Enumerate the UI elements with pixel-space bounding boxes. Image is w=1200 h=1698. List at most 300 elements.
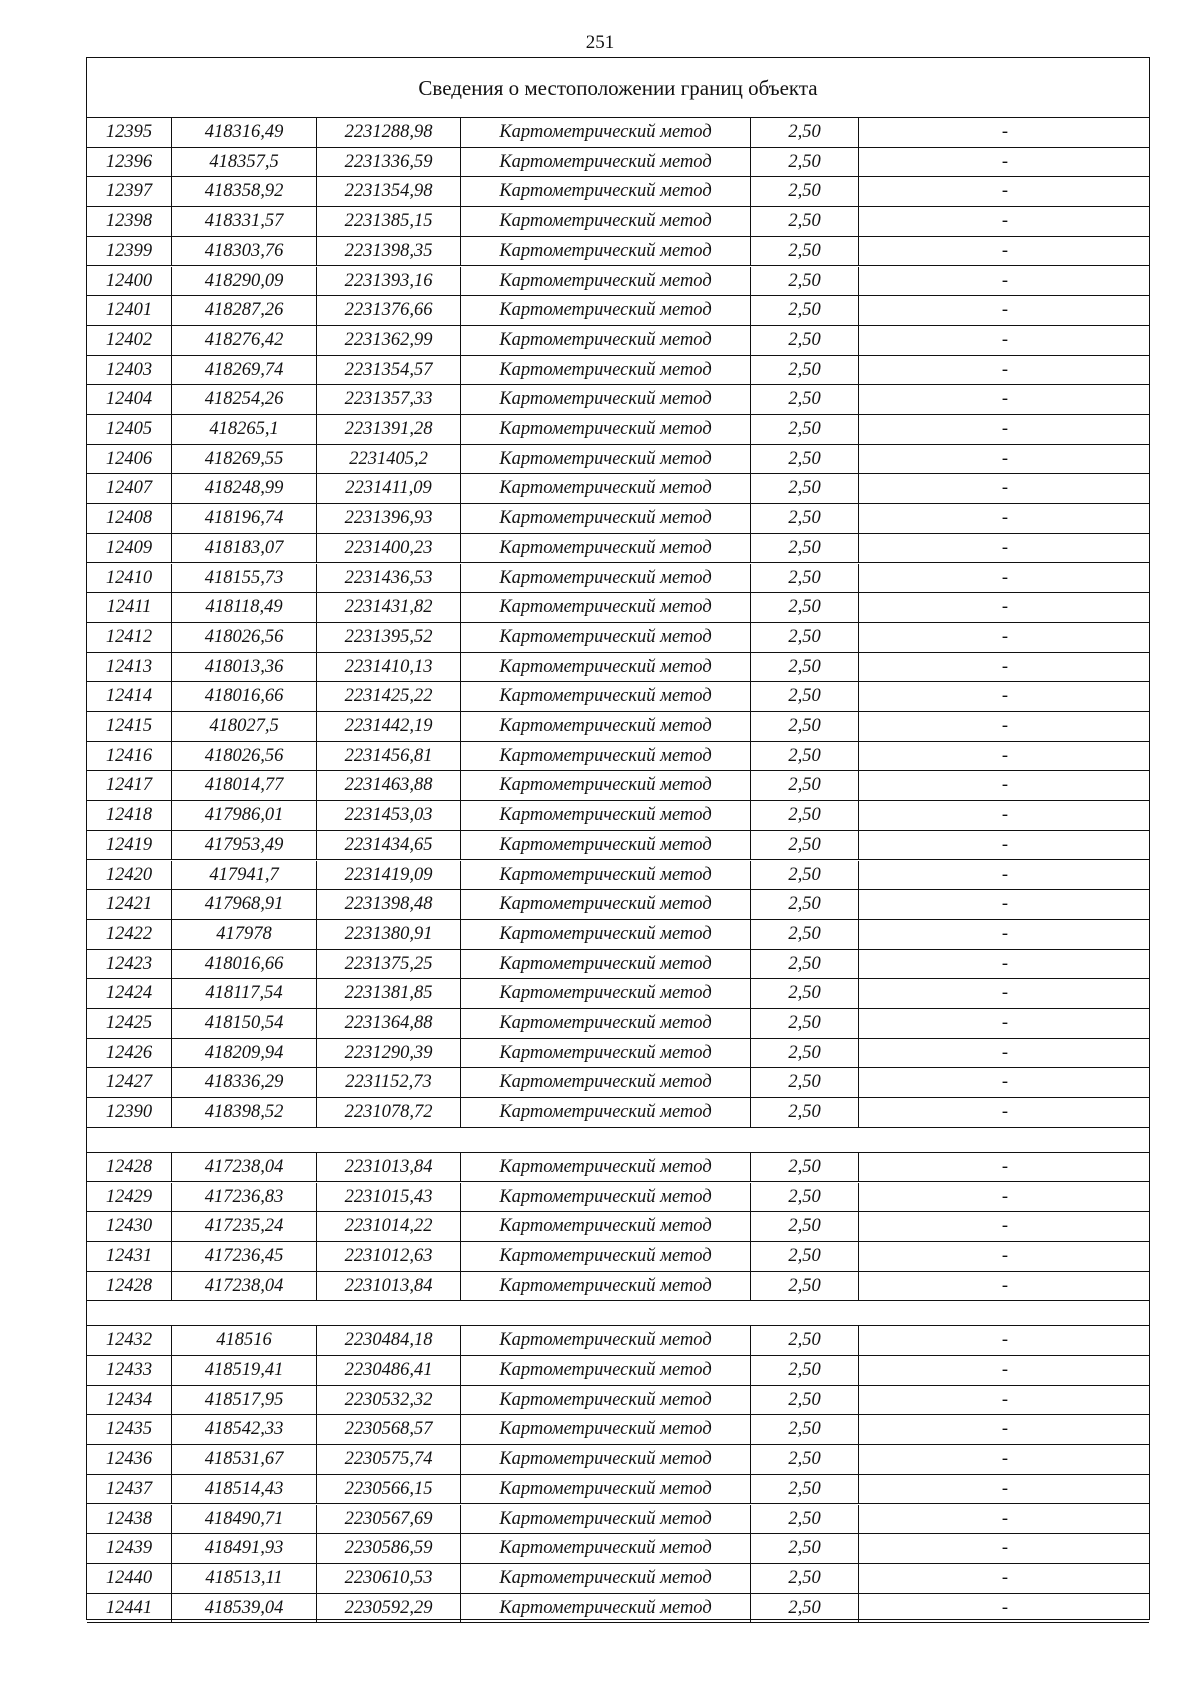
method-cell: Картометрический метод bbox=[461, 653, 751, 682]
y-coordinate-cell: 2231425,22 bbox=[317, 682, 461, 711]
x-coordinate-cell: 418542,33 bbox=[172, 1415, 317, 1444]
y-coordinate-cell: 2230486,41 bbox=[317, 1356, 461, 1385]
point-number-cell: 12431 bbox=[87, 1242, 172, 1271]
point-number-cell: 12420 bbox=[87, 861, 172, 890]
y-coordinate-cell: 2230610,53 bbox=[317, 1564, 461, 1593]
point-number-cell: 12423 bbox=[87, 950, 172, 979]
point-number-cell: 12433 bbox=[87, 1356, 172, 1385]
accuracy-cell: 2,50 bbox=[751, 920, 859, 949]
description-cell: - bbox=[1001, 1330, 1009, 1351]
table-row bbox=[87, 1356, 1149, 1386]
table-row bbox=[87, 1009, 1149, 1039]
x-coordinate-cell: 418519,41 bbox=[172, 1356, 317, 1385]
accuracy-cell: 2,50 bbox=[751, 1386, 859, 1415]
method-cell: Картометрический метод bbox=[461, 831, 751, 860]
page-number: 251 bbox=[585, 32, 615, 53]
method-cell: Картометрический метод bbox=[461, 920, 751, 949]
description-cell: - bbox=[1001, 1389, 1009, 1410]
accuracy-cell: 2,50 bbox=[751, 237, 859, 266]
method-cell: Картометрический метод bbox=[461, 1068, 751, 1097]
x-coordinate-cell: 418517,95 bbox=[172, 1386, 317, 1415]
x-coordinate-cell: 418269,55 bbox=[172, 445, 317, 474]
description-cell: - bbox=[1001, 240, 1009, 261]
x-coordinate-cell: 417236,83 bbox=[172, 1183, 317, 1212]
point-number-cell: 12419 bbox=[87, 831, 172, 860]
y-coordinate-cell: 2231354,98 bbox=[317, 177, 461, 206]
boundary-coordinates-table bbox=[86, 57, 1150, 1620]
y-coordinate-cell: 2231014,22 bbox=[317, 1212, 461, 1241]
method-cell: Картометрический метод bbox=[461, 771, 751, 800]
method-cell: Картометрический метод bbox=[461, 534, 751, 563]
point-number-cell: 12430 bbox=[87, 1212, 172, 1241]
x-coordinate-cell: 418287,26 bbox=[172, 296, 317, 325]
point-number-cell: 12417 bbox=[87, 771, 172, 800]
point-number-cell: 12421 bbox=[87, 890, 172, 919]
table-row bbox=[87, 623, 1149, 653]
accuracy-cell: 2,50 bbox=[751, 979, 859, 1008]
x-coordinate-cell: 418357,5 bbox=[172, 148, 317, 177]
y-coordinate-cell: 2231395,52 bbox=[317, 623, 461, 652]
y-coordinate-cell: 2231431,82 bbox=[317, 593, 461, 622]
description-cell: - bbox=[1001, 389, 1009, 410]
x-coordinate-cell: 418026,56 bbox=[172, 623, 317, 652]
y-coordinate-cell: 2230568,57 bbox=[317, 1415, 461, 1444]
method-cell: Картометрический метод bbox=[461, 950, 751, 979]
table-row bbox=[87, 1068, 1149, 1098]
point-number-cell: 12407 bbox=[87, 474, 172, 503]
point-number-cell: 12434 bbox=[87, 1386, 172, 1415]
x-coordinate-cell: 418514,43 bbox=[172, 1475, 317, 1504]
table-row bbox=[87, 890, 1149, 920]
table-row bbox=[87, 682, 1149, 712]
method-cell: Картометрический метод bbox=[461, 1039, 751, 1068]
table-row bbox=[87, 326, 1149, 356]
method-cell: Картометрический метод bbox=[461, 1183, 751, 1212]
point-number-cell: 12432 bbox=[87, 1326, 172, 1355]
accuracy-cell: 2,50 bbox=[751, 504, 859, 533]
point-number-cell: 12426 bbox=[87, 1039, 172, 1068]
y-coordinate-cell: 2230484,18 bbox=[317, 1326, 461, 1355]
table-row bbox=[87, 653, 1149, 683]
table-row bbox=[87, 148, 1149, 178]
description-cell: - bbox=[1001, 1538, 1009, 1559]
description-cell: - bbox=[1001, 1478, 1009, 1499]
method-cell: Картометрический метод bbox=[461, 890, 751, 919]
accuracy-cell: 2,50 bbox=[751, 1039, 859, 1068]
y-coordinate-cell: 2231078,72 bbox=[317, 1098, 461, 1127]
method-cell: Картометрический метод bbox=[461, 1153, 751, 1182]
table-row bbox=[87, 177, 1149, 207]
description-cell: - bbox=[1001, 448, 1009, 469]
accuracy-cell: 2,50 bbox=[751, 950, 859, 979]
x-coordinate-cell: 418026,56 bbox=[172, 742, 317, 771]
point-number-cell: 12437 bbox=[87, 1475, 172, 1504]
x-coordinate-cell: 418196,74 bbox=[172, 504, 317, 533]
y-coordinate-cell: 2231290,39 bbox=[317, 1039, 461, 1068]
x-coordinate-cell: 418491,93 bbox=[172, 1534, 317, 1563]
point-number-cell: 12427 bbox=[87, 1068, 172, 1097]
description-cell: - bbox=[1001, 419, 1009, 439]
table-row bbox=[87, 1039, 1149, 1069]
point-number-cell: 12412 bbox=[87, 623, 172, 652]
method-cell: Картометрический метод bbox=[461, 564, 751, 593]
table-row bbox=[87, 385, 1149, 415]
method-cell: Картометрический метод bbox=[461, 1242, 751, 1271]
x-coordinate-cell: 418490,71 bbox=[172, 1505, 317, 1534]
method-cell: Картометрический метод bbox=[461, 267, 751, 296]
y-coordinate-cell: 2230575,74 bbox=[317, 1445, 461, 1474]
x-coordinate-cell: 418118,49 bbox=[172, 593, 317, 622]
accuracy-cell: 2,50 bbox=[751, 564, 859, 593]
description-cell: - bbox=[1001, 1216, 1009, 1237]
accuracy-cell: 2,50 bbox=[751, 1153, 859, 1182]
y-coordinate-cell: 2231436,53 bbox=[317, 564, 461, 593]
x-coordinate-cell: 418398,52 bbox=[172, 1098, 317, 1127]
description-cell: - bbox=[1001, 1449, 1009, 1470]
x-coordinate-cell: 417953,49 bbox=[172, 831, 317, 860]
y-coordinate-cell: 2231364,88 bbox=[317, 1009, 461, 1038]
accuracy-cell: 2,50 bbox=[751, 771, 859, 800]
table-row bbox=[87, 1212, 1149, 1242]
description-cell: - bbox=[1001, 894, 1009, 915]
y-coordinate-cell: 2231013,84 bbox=[317, 1272, 461, 1301]
accuracy-cell: 2,50 bbox=[751, 1068, 859, 1097]
method-cell: Картометрический метод bbox=[461, 415, 751, 444]
accuracy-cell: 2,50 bbox=[751, 385, 859, 414]
accuracy-cell: 2,50 bbox=[751, 1564, 859, 1593]
description-cell: - bbox=[1001, 864, 1009, 885]
accuracy-cell: 2,50 bbox=[751, 356, 859, 385]
accuracy-cell: 2,50 bbox=[751, 118, 859, 147]
method-cell: Картометрический метод bbox=[461, 1272, 751, 1301]
table-row bbox=[87, 979, 1149, 1009]
y-coordinate-cell: 2230592,29 bbox=[317, 1594, 461, 1623]
method-cell: Картометрический метод bbox=[461, 623, 751, 652]
table-row bbox=[87, 1415, 1149, 1445]
accuracy-cell: 2,50 bbox=[751, 712, 859, 741]
x-coordinate-cell: 418303,76 bbox=[172, 237, 317, 266]
group-separator-row bbox=[87, 1128, 1149, 1153]
point-number-cell: 12399 bbox=[87, 237, 172, 266]
x-coordinate-cell: 418358,92 bbox=[172, 177, 317, 206]
accuracy-cell: 2,50 bbox=[751, 415, 859, 444]
accuracy-cell: 2,50 bbox=[751, 1534, 859, 1563]
accuracy-cell: 2,50 bbox=[751, 1445, 859, 1474]
accuracy-cell: 2,50 bbox=[751, 593, 859, 622]
x-coordinate-cell: 418248,99 bbox=[172, 474, 317, 503]
x-coordinate-cell: 418209,94 bbox=[172, 1039, 317, 1068]
point-number-cell: 12397 bbox=[87, 177, 172, 206]
y-coordinate-cell: 2231411,09 bbox=[317, 474, 461, 503]
description-cell: - bbox=[1001, 300, 1009, 321]
method-cell: Картометрический метод bbox=[461, 296, 751, 325]
description-cell: - bbox=[1001, 478, 1009, 499]
accuracy-cell: 2,50 bbox=[751, 1475, 859, 1504]
method-cell: Картометрический метод bbox=[461, 1534, 751, 1563]
accuracy-cell: 2,50 bbox=[751, 1098, 859, 1127]
point-number-cell: 12408 bbox=[87, 504, 172, 533]
description-cell: - bbox=[1001, 181, 1009, 202]
y-coordinate-cell: 2231012,63 bbox=[317, 1242, 461, 1271]
y-coordinate-cell: 2231410,13 bbox=[317, 653, 461, 682]
method-cell: Картометрический метод bbox=[461, 1415, 751, 1444]
accuracy-cell: 2,50 bbox=[751, 682, 859, 711]
x-coordinate-cell: 418014,77 bbox=[172, 771, 317, 800]
y-coordinate-cell: 2230567,69 bbox=[317, 1505, 461, 1534]
y-coordinate-cell: 2231381,85 bbox=[317, 979, 461, 1008]
accuracy-cell: 2,50 bbox=[751, 1212, 859, 1241]
table-row bbox=[87, 564, 1149, 594]
table-row bbox=[87, 118, 1149, 148]
point-number-cell: 12428 bbox=[87, 1153, 172, 1182]
point-number-cell: 12440 bbox=[87, 1564, 172, 1593]
point-number-cell: 12396 bbox=[87, 148, 172, 177]
description-cell: - bbox=[1001, 567, 1009, 588]
accuracy-cell: 2,50 bbox=[751, 623, 859, 652]
x-coordinate-cell: 418316,49 bbox=[172, 118, 317, 147]
method-cell: Картометрический метод bbox=[461, 118, 751, 147]
description-cell: - bbox=[1001, 151, 1009, 172]
y-coordinate-cell: 2231152,73 bbox=[317, 1068, 461, 1097]
description-cell: - bbox=[1001, 270, 1009, 291]
x-coordinate-cell: 418117,54 bbox=[172, 979, 317, 1008]
accuracy-cell: 2,50 bbox=[751, 890, 859, 919]
point-number-cell: 12414 bbox=[87, 682, 172, 711]
x-coordinate-cell: 417968,91 bbox=[172, 890, 317, 919]
description-cell: - bbox=[1001, 1013, 1009, 1033]
table-row bbox=[87, 1445, 1149, 1475]
accuracy-cell: 2,50 bbox=[751, 1242, 859, 1271]
description-cell: - bbox=[1001, 1072, 1009, 1093]
table-row bbox=[87, 1183, 1149, 1213]
description-cell: - bbox=[1001, 923, 1009, 944]
y-coordinate-cell: 2231357,33 bbox=[317, 385, 461, 414]
point-number-cell: 12424 bbox=[87, 979, 172, 1008]
accuracy-cell: 2,50 bbox=[751, 1415, 859, 1444]
description-cell: - bbox=[1001, 1567, 1009, 1588]
x-coordinate-cell: 418155,73 bbox=[172, 564, 317, 593]
y-coordinate-cell: 2231419,09 bbox=[317, 861, 461, 890]
x-coordinate-cell: 417941,7 bbox=[172, 861, 317, 890]
description-cell: - bbox=[1001, 1360, 1009, 1380]
method-cell: Картометрический метод bbox=[461, 1475, 751, 1504]
point-number-cell: 12441 bbox=[87, 1594, 172, 1623]
accuracy-cell: 2,50 bbox=[751, 1009, 859, 1038]
table-row bbox=[87, 267, 1149, 297]
x-coordinate-cell: 417238,04 bbox=[172, 1272, 317, 1301]
table-row bbox=[87, 296, 1149, 326]
point-number-cell: 12390 bbox=[87, 1098, 172, 1127]
x-coordinate-cell: 418183,07 bbox=[172, 534, 317, 563]
description-cell: - bbox=[1001, 1419, 1009, 1440]
x-coordinate-cell: 417986,01 bbox=[172, 801, 317, 830]
accuracy-cell: 2,50 bbox=[751, 474, 859, 503]
y-coordinate-cell: 2231453,03 bbox=[317, 801, 461, 830]
y-coordinate-cell: 2231376,66 bbox=[317, 296, 461, 325]
table-row bbox=[87, 1098, 1149, 1128]
point-number-cell: 12402 bbox=[87, 326, 172, 355]
x-coordinate-cell: 418016,66 bbox=[172, 682, 317, 711]
method-cell: Картометрический метод bbox=[461, 1009, 751, 1038]
y-coordinate-cell: 2231405,2 bbox=[317, 445, 461, 474]
description-cell: - bbox=[1001, 775, 1009, 796]
point-number-cell: 12410 bbox=[87, 564, 172, 593]
table-row bbox=[87, 593, 1149, 623]
point-number-cell: 12395 bbox=[87, 118, 172, 147]
accuracy-cell: 2,50 bbox=[751, 534, 859, 563]
accuracy-cell: 2,50 bbox=[751, 177, 859, 206]
point-number-cell: 12401 bbox=[87, 296, 172, 325]
table-row bbox=[87, 207, 1149, 237]
point-number-cell: 12439 bbox=[87, 1534, 172, 1563]
x-coordinate-cell: 418027,5 bbox=[172, 712, 317, 741]
accuracy-cell: 2,50 bbox=[751, 653, 859, 682]
description-cell: - bbox=[1001, 1597, 1009, 1618]
x-coordinate-cell: 418516 bbox=[172, 1326, 317, 1355]
description-cell: - bbox=[1001, 953, 1009, 974]
method-cell: Картометрический метод bbox=[461, 861, 751, 890]
x-coordinate-cell: 418254,26 bbox=[172, 385, 317, 414]
point-number-cell: 12411 bbox=[87, 593, 172, 622]
table-row bbox=[87, 1386, 1149, 1416]
description-cell: - bbox=[1001, 805, 1009, 826]
y-coordinate-cell: 2231396,93 bbox=[317, 504, 461, 533]
method-cell: Картометрический метод bbox=[461, 237, 751, 266]
method-cell: Картометрический метод bbox=[461, 1594, 751, 1623]
description-cell: - bbox=[1001, 1186, 1009, 1207]
table-row bbox=[87, 1534, 1149, 1564]
method-cell: Картометрический метод bbox=[461, 177, 751, 206]
y-coordinate-cell: 2230532,32 bbox=[317, 1386, 461, 1415]
accuracy-cell: 2,50 bbox=[751, 207, 859, 236]
x-coordinate-cell: 418531,67 bbox=[172, 1445, 317, 1474]
y-coordinate-cell: 2231013,84 bbox=[317, 1153, 461, 1182]
point-number-cell: 12403 bbox=[87, 356, 172, 385]
accuracy-cell: 2,50 bbox=[751, 1594, 859, 1623]
x-coordinate-cell: 418336,29 bbox=[172, 1068, 317, 1097]
method-cell: Картометрический метод bbox=[461, 207, 751, 236]
point-number-cell: 12422 bbox=[87, 920, 172, 949]
x-coordinate-cell: 417978 bbox=[172, 920, 317, 949]
section-title: Сведения о местоположении границ объекта bbox=[87, 58, 1149, 118]
table-row bbox=[87, 920, 1149, 950]
table-row bbox=[87, 950, 1149, 980]
x-coordinate-cell: 418539,04 bbox=[172, 1594, 317, 1623]
accuracy-cell: 2,50 bbox=[751, 326, 859, 355]
method-cell: Картометрический метод bbox=[461, 148, 751, 177]
accuracy-cell: 2,50 bbox=[751, 861, 859, 890]
table-row bbox=[87, 1475, 1149, 1505]
point-number-cell: 12400 bbox=[87, 267, 172, 296]
y-coordinate-cell: 2231398,35 bbox=[317, 237, 461, 266]
method-cell: Картометрический метод bbox=[461, 742, 751, 771]
x-coordinate-cell: 418016,66 bbox=[172, 950, 317, 979]
point-number-cell: 12405 bbox=[87, 415, 172, 444]
accuracy-cell: 2,50 bbox=[751, 1505, 859, 1534]
x-coordinate-cell: 418290,09 bbox=[172, 267, 317, 296]
y-coordinate-cell: 2231015,43 bbox=[317, 1183, 461, 1212]
accuracy-cell: 2,50 bbox=[751, 1272, 859, 1301]
accuracy-cell: 2,50 bbox=[751, 296, 859, 325]
table-row bbox=[87, 801, 1149, 831]
method-cell: Картометрический метод bbox=[461, 1386, 751, 1415]
method-cell: Картометрический метод bbox=[461, 474, 751, 503]
method-cell: Картометрический метод bbox=[461, 326, 751, 355]
x-coordinate-cell: 418276,42 bbox=[172, 326, 317, 355]
point-number-cell: 12436 bbox=[87, 1445, 172, 1474]
x-coordinate-cell: 418513,11 bbox=[172, 1564, 317, 1593]
table-row bbox=[87, 831, 1149, 861]
y-coordinate-cell: 2231362,99 bbox=[317, 326, 461, 355]
method-cell: Картометрический метод bbox=[461, 445, 751, 474]
y-coordinate-cell: 2231336,59 bbox=[317, 148, 461, 177]
accuracy-cell: 2,50 bbox=[751, 1326, 859, 1355]
point-number-cell: 12416 bbox=[87, 742, 172, 771]
y-coordinate-cell: 2231463,88 bbox=[317, 771, 461, 800]
table-row bbox=[87, 1272, 1149, 1302]
table-row bbox=[87, 356, 1149, 386]
y-coordinate-cell: 2231456,81 bbox=[317, 742, 461, 771]
x-coordinate-cell: 417235,24 bbox=[172, 1212, 317, 1241]
description-cell: - bbox=[1001, 716, 1009, 736]
table-row bbox=[87, 415, 1149, 445]
description-cell: - bbox=[1001, 834, 1009, 855]
x-coordinate-cell: 418269,74 bbox=[172, 356, 317, 385]
table-row bbox=[87, 445, 1149, 475]
table-row bbox=[87, 474, 1149, 504]
table-row bbox=[87, 861, 1149, 891]
description-cell: - bbox=[1001, 537, 1009, 558]
y-coordinate-cell: 2230566,15 bbox=[317, 1475, 461, 1504]
table-row bbox=[87, 504, 1149, 534]
description-cell: - bbox=[1001, 656, 1009, 677]
accuracy-cell: 2,50 bbox=[751, 801, 859, 830]
method-cell: Картометрический метод bbox=[461, 801, 751, 830]
description-cell: - bbox=[1001, 1245, 1009, 1266]
method-cell: Картометрический метод bbox=[461, 1098, 751, 1127]
method-cell: Картометрический метод bbox=[461, 504, 751, 533]
description-cell: - bbox=[1001, 329, 1009, 350]
x-coordinate-cell: 417238,04 bbox=[172, 1153, 317, 1182]
method-cell: Картометрический метод bbox=[461, 682, 751, 711]
method-cell: Картометрический метод bbox=[461, 1445, 751, 1474]
point-number-cell: 12413 bbox=[87, 653, 172, 682]
point-number-cell: 12398 bbox=[87, 207, 172, 236]
method-cell: Картометрический метод bbox=[461, 1505, 751, 1534]
table-row bbox=[87, 534, 1149, 564]
method-cell: Картометрический метод bbox=[461, 979, 751, 1008]
y-coordinate-cell: 2231391,28 bbox=[317, 415, 461, 444]
y-coordinate-cell: 2231400,23 bbox=[317, 534, 461, 563]
description-cell: - bbox=[1001, 1042, 1009, 1063]
y-coordinate-cell: 2231442,19 bbox=[317, 712, 461, 741]
point-number-cell: 12435 bbox=[87, 1415, 172, 1444]
point-number-cell: 12438 bbox=[87, 1505, 172, 1534]
accuracy-cell: 2,50 bbox=[751, 445, 859, 474]
group-separator-row bbox=[87, 1301, 1149, 1326]
description-cell: - bbox=[1001, 359, 1009, 380]
y-coordinate-cell: 2231354,57 bbox=[317, 356, 461, 385]
point-number-cell: 12418 bbox=[87, 801, 172, 830]
description-cell: - bbox=[1001, 1275, 1009, 1296]
table-row bbox=[87, 1242, 1149, 1272]
y-coordinate-cell: 2231434,65 bbox=[317, 831, 461, 860]
point-number-cell: 12409 bbox=[87, 534, 172, 563]
table-row bbox=[87, 742, 1149, 772]
method-cell: Картометрический метод bbox=[461, 385, 751, 414]
x-coordinate-cell: 418013,36 bbox=[172, 653, 317, 682]
description-cell: - bbox=[1001, 1102, 1009, 1123]
